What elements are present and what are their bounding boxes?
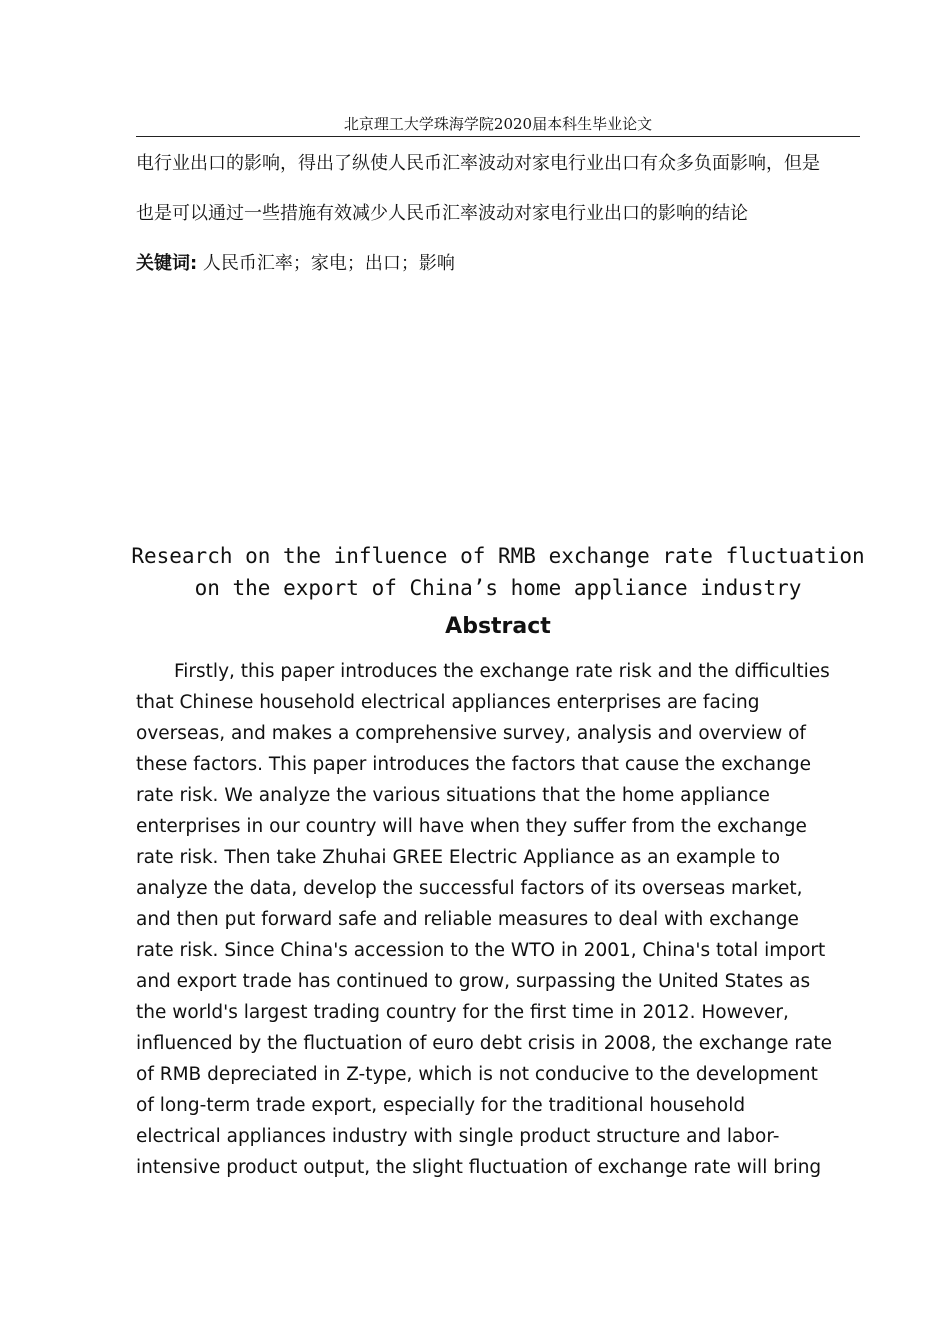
abstract-line: and export trade has continued to grow, surpassing the United States as xyxy=(136,971,811,992)
abstract-line: intensive product output, the slight fluctuation of exchange rate will bring xyxy=(136,1157,822,1178)
abstract-line: analyze the data, develop the successful factors of its overseas market, xyxy=(136,878,803,899)
header-divider xyxy=(136,136,860,137)
english-title xyxy=(110,540,886,604)
abstract-line: of long-term trade export, especially for the traditional household xyxy=(136,1095,746,1116)
abstract-line: rate risk. Since China's accession to the WTO in 2001, China's total import xyxy=(136,940,826,961)
abstract-line: these factors. This paper introduces the factors that cause the exchange xyxy=(136,754,811,775)
chinese-keywords xyxy=(136,252,455,276)
abstract-line: rate risk. We analyze the various situations that the home appliance xyxy=(136,785,770,806)
chinese-abstract-line: 也是可以通过一些措施有效减少人民币汇率波动对家电行业出口的影响的结论 xyxy=(136,203,748,224)
abstract-line: of RMB depreciated in Z-type, which is not conducive to the development xyxy=(136,1064,818,1085)
abstract-line: overseas, and makes a comprehensive survey, analysis and overview of xyxy=(136,723,806,744)
abstract-line: electrical appliances industry with single product structure and labor- xyxy=(136,1126,780,1147)
abstract-body xyxy=(136,656,860,1183)
abstract-line: and then put forward safe and reliable measures to deal with exchange xyxy=(136,909,799,930)
keywords-text: 人民币汇率；家电；出口；影响 xyxy=(197,253,455,274)
running-header: 北京理工大学珠海学院2020届本科生毕业论文 xyxy=(343,115,653,133)
keywords-label: 关键词: xyxy=(136,253,198,274)
abstract-line: the world's largest trading country for the first time in 2012. However, xyxy=(136,1002,789,1023)
abstract-heading: Abstract xyxy=(445,614,551,639)
english-title-line: on the export of China’s home appliance industry xyxy=(194,576,802,600)
chinese-abstract-line: 电行业出口的影响，得出了纵使人民币汇率波动对家电行业出口有众多负面影响，但是 xyxy=(136,153,820,174)
abstract-line: enterprises in our country will have when they suffer from the exchange xyxy=(136,816,807,837)
abstract-line: Firstly, this paper introduces the exchange rate risk and the difficulties xyxy=(174,661,830,682)
english-title-line: Research on the influence of RMB exchange rate fluctuation xyxy=(131,544,865,568)
abstract-line: rate risk. Then take Zhuhai GREE Electric Appliance as an example to xyxy=(136,847,781,868)
abstract-line: influenced by the fluctuation of euro debt crisis in 2008, the exchange rate xyxy=(136,1033,833,1054)
abstract-line: that Chinese household electrical appliances enterprises are facing xyxy=(136,692,760,713)
